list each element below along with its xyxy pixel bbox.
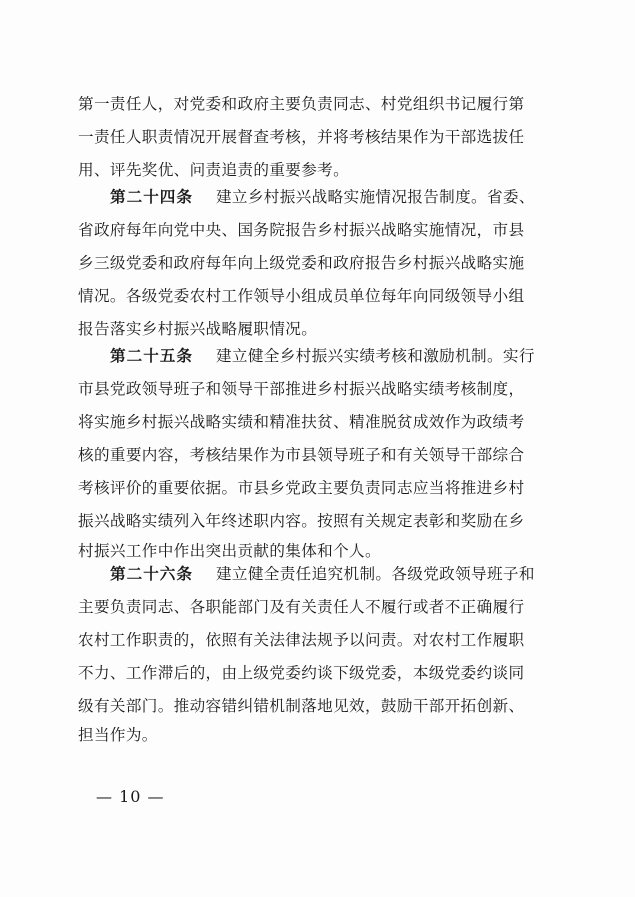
line-text: 一责任人职责情况开展督查考核，并将考核结果作为干部选拔任: [78, 128, 525, 146]
line-text: 报告落实乡村振兴战略履职情况。: [78, 320, 318, 338]
line-text: 建立乡村振兴战略实施情况报告制度。省委、: [200, 188, 535, 206]
line-text: 建立健全乡村振兴实绩考核和激励机制。实行: [200, 347, 535, 365]
article-26-heading: 第二十六条: [110, 565, 193, 583]
line-text: 将实施乡村振兴战略实绩和精准扶贫、精准脱贫成效作为政绩考: [78, 413, 525, 431]
line-text: 建立健全责任追究机制。各级党政领导班子和: [200, 565, 535, 583]
line-text: 市县党政领导班子和领导干部推进乡村振兴战略实绩考核制度，: [78, 380, 525, 398]
line-text: 用、评先奖优、问责追责的重要参考。: [78, 161, 350, 179]
line-text: 村振兴工作中作出突出贡献的集体和个人。: [78, 542, 381, 560]
line-text: 级有关部门。推动容错纠错机制落地见效，鼓励干部开拓创新、: [78, 697, 525, 715]
line-text: 担当作为。: [78, 726, 158, 744]
line-text: 振兴战略实绩列入年终述职内容。按照有关规定表彰和奖励在乡: [78, 512, 525, 530]
line-text: 不力、工作滞后的，由上级党委约谈下级党委，本级党委约谈同: [78, 664, 525, 682]
line-text: 核的重要内容，考核结果作为市县领导班子和有关领导干部综合: [78, 446, 525, 464]
line-text: 主要负责同志、各职能部门及有关责任人不履行或者不正确履行: [78, 598, 525, 616]
line-text: 乡三级党委和政府每年向上级党委和政府报告乡村振兴战略实施: [78, 254, 525, 272]
article-25-heading: 第二十五条: [110, 347, 193, 365]
line-text: 第一责任人，对党委和政府主要负责同志、村党组织书记履行第: [78, 95, 525, 113]
line-text: 情况。各级党委农村工作领导小组成员单位每年向同级领导小组: [78, 287, 525, 305]
line-text: 农村工作职责的，依照有关法律法规予以问责。对农村工作履职: [78, 631, 525, 649]
line-text: 考核评价的重要依据。市县乡党政主要负责同志应当将推进乡村: [78, 479, 525, 497]
article-24-heading: 第二十四条: [110, 188, 193, 206]
line-text: 省政府每年向党中央、国务院报告乡村振兴战略实施情况，市县: [78, 221, 525, 239]
page-number: — 10 —: [96, 787, 165, 806]
